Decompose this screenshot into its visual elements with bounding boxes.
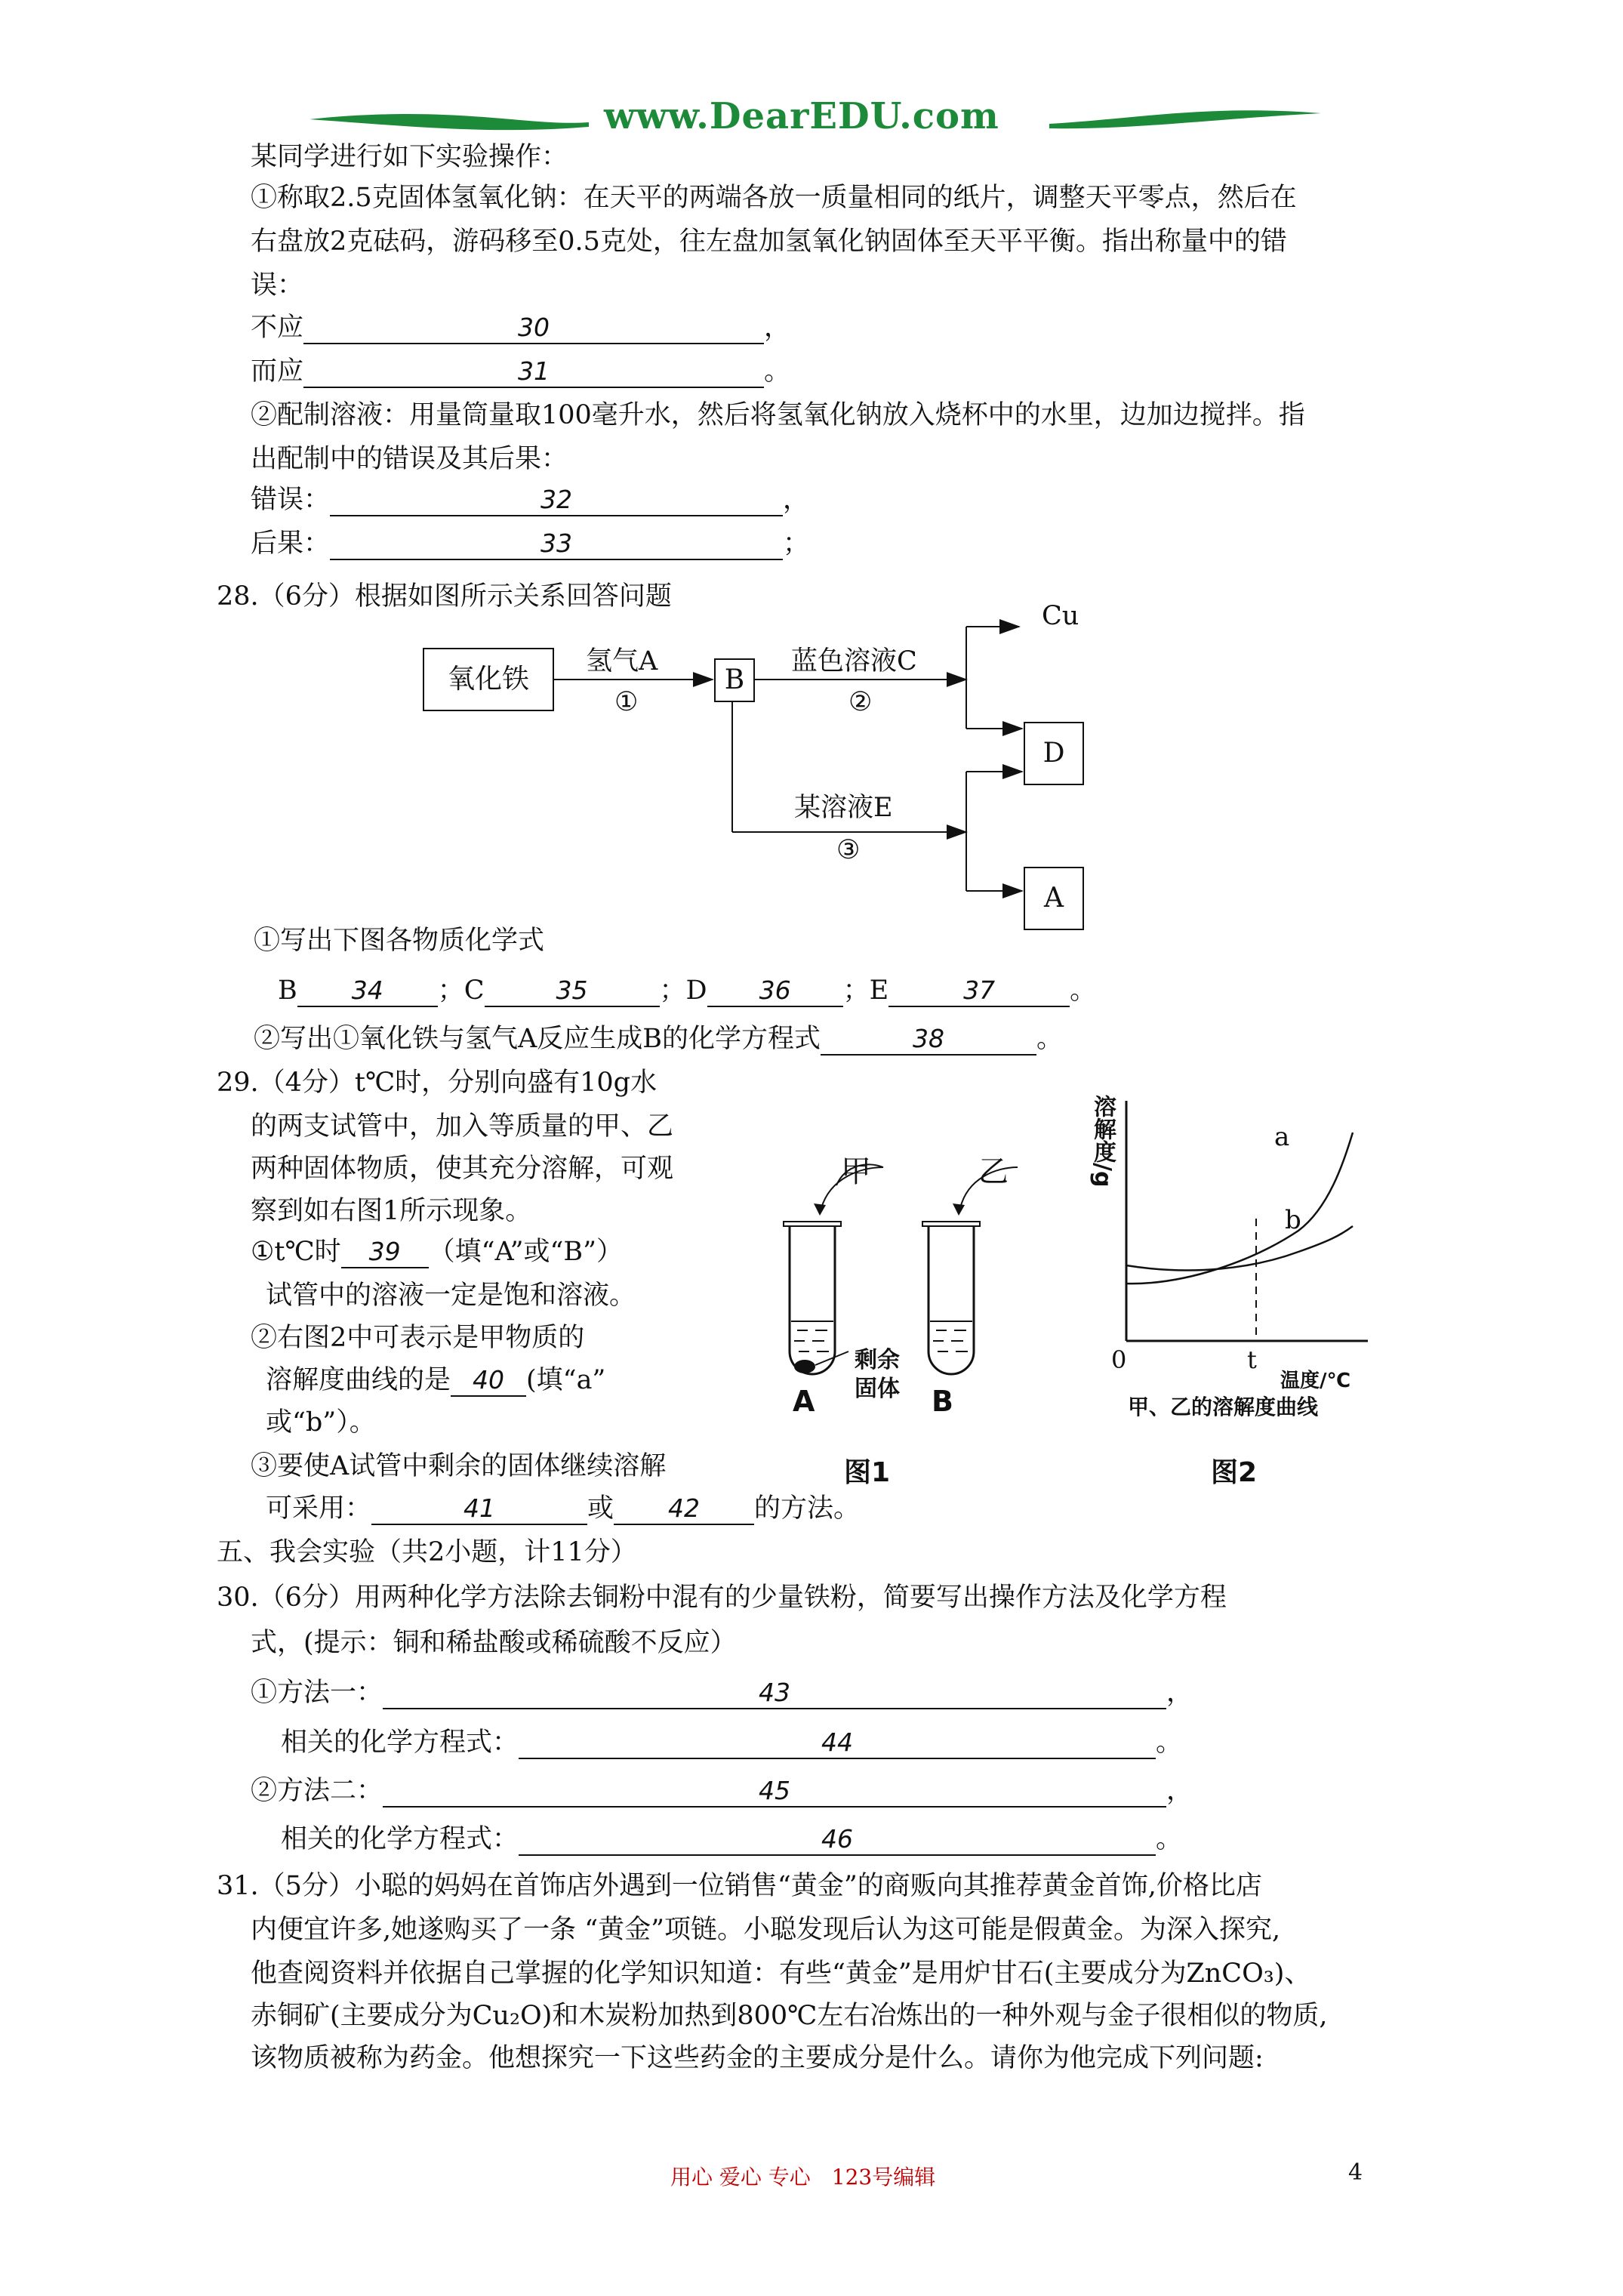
- answer-blank-36[interactable]: 36: [707, 975, 843, 1007]
- arrow-2-reagent: 蓝色溶液C: [791, 646, 917, 676]
- answer-blank-43[interactable]: 43: [383, 1678, 1166, 1709]
- curve-a: [1126, 1133, 1353, 1284]
- q27-p2-line1: ②配制溶液：用量筒量取100毫升水，然后将氢氧化钠放入烧杯中的水里，边加边搅拌。指: [251, 400, 1305, 430]
- test-tube-b: [922, 1222, 980, 1374]
- q30-line1: 30.（6分）用两种化学方法除去铜粉中混有的少量铁粉，简要写出操作方法及化学方程: [217, 1583, 1227, 1613]
- q31-line4: 赤铜矿(主要成分为Cu₂O)和木炭粉加热到800℃左右冶炼出的一种外观与金子很相似的物质,: [251, 2001, 1328, 2031]
- figure-1-test-tubes: [755, 1102, 1072, 1419]
- q27-line-should: 而应 31 。: [251, 356, 791, 387]
- answer-blank-32[interactable]: 32: [330, 485, 783, 516]
- arrow-1-reagent: 氢气A: [586, 646, 658, 676]
- logo-text: www.DearEDU.com: [604, 95, 999, 137]
- y-axis-label: 溶解度/g: [1089, 1095, 1116, 1188]
- answer-blank-40[interactable]: 40: [451, 1365, 526, 1397]
- curve-a-label: a: [1274, 1122, 1290, 1152]
- label-tube-b: B: [932, 1385, 953, 1418]
- q30-equation2: 相关的化学方程式： 46 。: [281, 1824, 1183, 1854]
- test-tube-a: [784, 1222, 848, 1374]
- answer-blank-34[interactable]: 34: [297, 975, 438, 1007]
- origin-label: 0: [1111, 1345, 1127, 1374]
- arrow-1-step: ①: [614, 687, 639, 717]
- q30-method2: ②方法二： 45 ，: [251, 1776, 1193, 1806]
- answer-blank-45[interactable]: 45: [383, 1776, 1166, 1808]
- label-yi: 乙: [978, 1154, 1009, 1189]
- x-axis-label: 温度/℃: [1280, 1370, 1350, 1392]
- figure-2-title: 甲、乙的溶解度曲线: [1128, 1395, 1319, 1419]
- box-iron-oxide: 氧化铁: [423, 648, 554, 711]
- arrow-2-step: ②: [848, 687, 873, 717]
- q27-line-result: 后果： 33 ；: [251, 529, 810, 559]
- answer-blank-37[interactable]: 37: [888, 975, 1070, 1007]
- q29-line1: 29.（4分）t℃时，分别向盛有10g水: [217, 1068, 658, 1098]
- q27-p1-line2: 右盘放2克砝码，游码移至0.5克处，往左盘加氢氧化钠固体至天平平衡。指出称量中的错: [251, 227, 1287, 257]
- q27-p1-line3: 误：: [251, 270, 304, 300]
- label-remaining: 剩余: [855, 1347, 900, 1373]
- q27-intro: 某同学进行如下实验操作：: [251, 142, 568, 172]
- t-label: t: [1247, 1345, 1257, 1374]
- footer-text: 用心 爱心 专心 123号编辑: [670, 2165, 936, 2190]
- q28-sub1: ①写出下图各物质化学式: [254, 926, 545, 956]
- q29-line7: ②右图2中可表示是甲物质的: [251, 1323, 585, 1353]
- box-b: B: [714, 658, 755, 702]
- answer-blank-30[interactable]: 30: [303, 313, 764, 344]
- section-5-title: 五、我会实验（共2小题，计11分）: [217, 1537, 637, 1567]
- q28-title: 28.（6分）根据如图所示关系回答问题: [217, 581, 672, 612]
- arrow-3-step: ③: [836, 835, 861, 865]
- answer-blank-35[interactable]: 35: [485, 975, 660, 1007]
- label-tube-a: A: [793, 1385, 815, 1418]
- q30-method1: ①方法一： 43 ，: [251, 1678, 1193, 1708]
- page-number: 4: [1348, 2159, 1363, 2186]
- curve-b: [1126, 1226, 1353, 1270]
- label-solid: 固体: [855, 1376, 900, 1402]
- q29-line10: ③要使A试管中剩余的固体继续溶解: [251, 1451, 667, 1481]
- figure-2-solubility-chart: [1102, 1087, 1419, 1389]
- q29-line4: 察到如右图1所示现象。: [251, 1196, 532, 1226]
- q27-p2-line2: 出配制中的错误及其后果：: [251, 444, 568, 474]
- figure-2-caption: 图2: [1211, 1457, 1258, 1488]
- label-cu: Cu: [1042, 601, 1079, 631]
- q29-line9: 或“b”）。: [266, 1407, 376, 1438]
- q27-line-error: 错误： 32 ，: [251, 485, 810, 515]
- q27-p1-line1: ①称取2.5克固体氢氧化钠：在天平的两端各放一质量相同的纸片，调整天平零点，然后在: [251, 183, 1297, 213]
- answer-blank-42[interactable]: 42: [614, 1493, 754, 1525]
- arrow-3-reagent: 某溶液E: [794, 793, 893, 823]
- q31-line3: 他查阅资料并依据自己掌握的化学知识知道：有些“黄金”是用炉甘石(主要成分为ZnCO₃)、: [251, 1959, 1311, 1989]
- q27-line-not: 不应 30 ，: [251, 313, 791, 343]
- q29-line11: 可采用： 41 或 42 的方法。: [266, 1493, 861, 1524]
- q31-line5: 该物质被称为药金。他想探究一下这些药金的主要成分是什么。请你为他完成下列问题:: [251, 2043, 1264, 2073]
- q31-line1: 31.（5分）小聪的妈妈在首饰店外遇到一位销售“黄金”的商贩向其推荐黄金首饰,价格比店: [217, 1871, 1262, 1901]
- q30-equation1: 相关的化学方程式： 44 。: [281, 1727, 1183, 1758]
- answer-blank-39[interactable]: 39: [341, 1237, 429, 1268]
- q28-sub2: ②写出①氧化铁与氢气A反应生成B的化学方程式 38 。: [254, 1024, 1064, 1054]
- q31-line2: 内便宜许多,她遂购买了一条 “黄金”项链。小聪发现后认为这可能是假黄金。为深入探究,: [251, 1915, 1281, 1945]
- q30-line2: 式，(提示：铜和稀盐酸或稀硫酸不反应）: [251, 1628, 737, 1658]
- box-a: A: [1024, 867, 1084, 930]
- q29-line5: ①t℃时 39 （填“A”或“B”）: [251, 1237, 624, 1267]
- q29-line8: 溶解度曲线的是 40 (填“a”: [266, 1365, 606, 1395]
- label-jia: 甲: [841, 1154, 871, 1189]
- answer-blank-44[interactable]: 44: [519, 1727, 1156, 1759]
- q28-formula-line: B 34 ；C 35 ；D 36 ；E 37 。: [278, 975, 1097, 1006]
- answer-blank-41[interactable]: 41: [371, 1493, 587, 1525]
- answer-blank-46[interactable]: 46: [519, 1824, 1156, 1856]
- q29-line3: 两种固体物质，使其充分溶解，可观: [251, 1154, 674, 1184]
- answer-blank-31[interactable]: 31: [303, 356, 764, 388]
- curve-b-label: b: [1285, 1205, 1301, 1235]
- q29-line6: 试管中的溶液一定是饱和溶液。: [266, 1281, 636, 1311]
- box-d: D: [1024, 722, 1084, 785]
- answer-blank-33[interactable]: 33: [330, 529, 783, 560]
- answer-blank-38[interactable]: 38: [821, 1024, 1036, 1056]
- q29-line2: 的两支试管中，加入等质量的甲、乙: [251, 1111, 674, 1142]
- figure-1-caption: 图1: [844, 1457, 891, 1488]
